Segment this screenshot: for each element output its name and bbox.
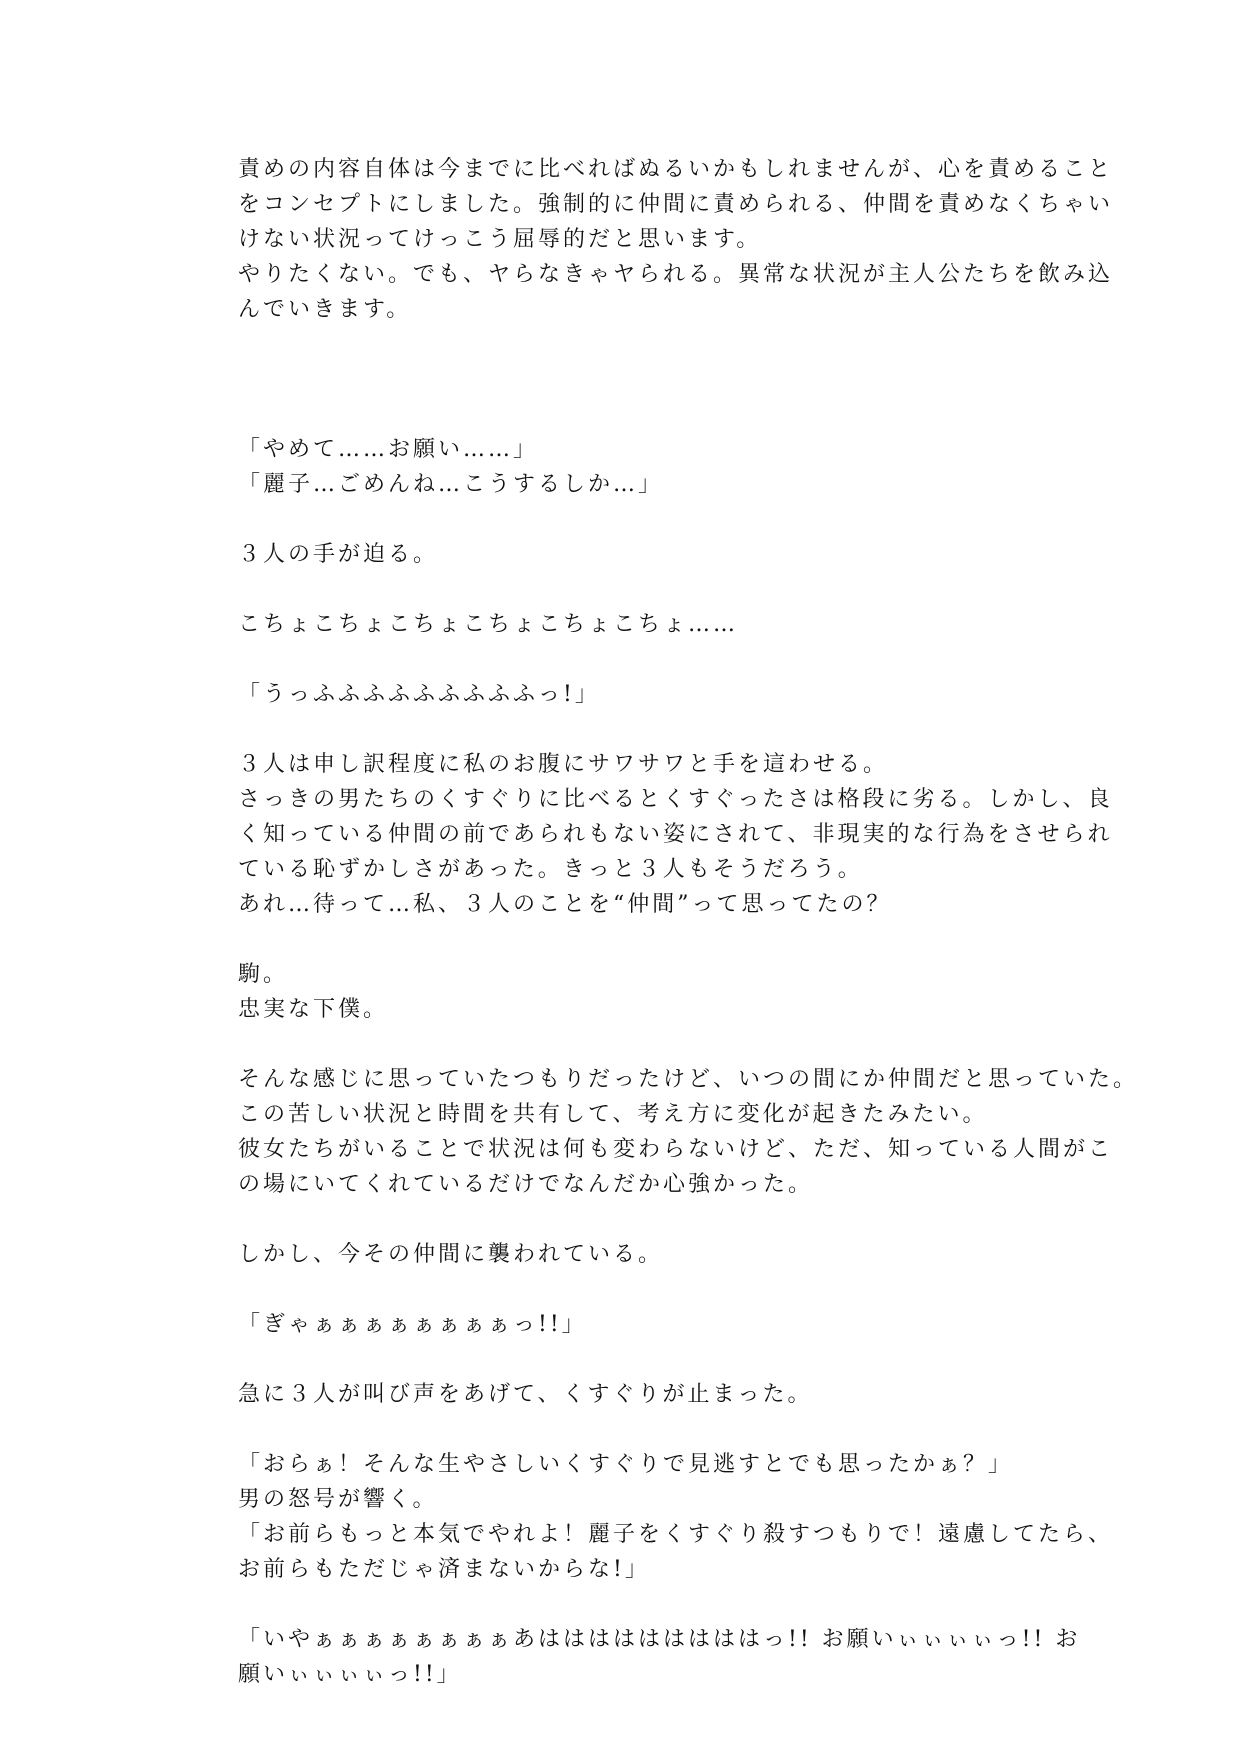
text-line: 願いぃぃぃぃっ!!」 [238,1662,462,1687]
paragraph [238,1062,1139,1202]
paragraph [238,747,1113,922]
paragraph [238,1237,1018,1272]
paragraph [238,1377,1018,1412]
blank-line [238,712,1018,747]
text-line: ３人は申し訳程度に私のお腹にサワサワと手を這わせる。 [238,752,889,777]
text-line: 「麗子…ごめんね…こうするしか…」 [238,472,664,497]
blank-line [238,1027,1018,1062]
blank-line [238,1202,1018,1237]
text-line: く知っている仲間の前であられもない姿にされて、非現実的な行為をさせられ [238,822,1113,847]
text-line: の場にいてくれているだけでなんだか心強かった。 [238,1172,814,1197]
text-line: お前らもただじゃ済まないからな!」 [238,1557,650,1582]
text-line: 「やめて……お願い……」 [238,437,539,462]
text-line: しかし、今その仲間に襲われている。 [238,1242,664,1267]
text-line: をコンセプトにしました。強制的に仲間に責められる、仲間を責めなくちゃい [238,192,1114,217]
document-body [238,152,1139,1692]
blank-line [238,362,1018,397]
text-line: やりたくない。でも、ヤらなきゃヤられる。異常な状況が主人公たちを飲み込 [238,262,1114,287]
paragraph-dialogue [238,1622,1081,1692]
blank-line [238,502,1018,537]
paragraph [238,607,1018,642]
blank-line [238,327,1018,362]
text-line: 「ぎゃぁぁぁぁぁぁぁぁっ!!」 [238,1312,587,1337]
text-line: んでいきます。 [238,297,412,322]
text-line: 「いやぁぁぁぁぁぁぁぁあはははははははははっ!! お願いぃぃぃぃっ!! お [238,1627,1081,1652]
paragraph-dialogue [238,1307,1018,1342]
text-line: 男の怒号が響く。 [238,1487,438,1512]
paragraph-afterword [238,152,1114,327]
text-line: 「うっふふふふふふふふふっ!」 [238,682,600,707]
text-line: けない状況ってけっこう屈辱的だと思います。 [238,227,762,252]
paragraph-dialogue [238,1447,1114,1587]
text-line: 「おらぁ！そんな生やさしいくすぐりで見逃すとでも思ったかぁ？」 [238,1452,1014,1477]
text-line: さっきの男たちのくすぐりに比べるとくすぐったさは格段に劣る。しかし、良 [238,787,1113,812]
text-line: こちょこちょこちょこちょこちょこちょ…… [238,612,739,637]
text-line: ３人の手が迫る。 [238,542,439,567]
text-line: あれ…待って…私、３人のことを“仲間”って思ってたの？ [238,892,892,917]
paragraph [238,957,1018,1027]
text-line: そんな感じに思っていたつもりだったけど、いつの間にか仲間だと思っていた。 [238,1067,1139,1092]
paragraph-dialogue [238,677,1018,712]
blank-line [238,1587,1018,1622]
blank-line [238,1412,1018,1447]
blank-line [238,1272,1018,1307]
blank-line [238,1342,1018,1377]
paragraph [238,537,1018,572]
blank-line [238,572,1018,607]
text-line: 責めの内容自体は今までに比べればぬるいかもしれませんが、心を責めること [238,157,1114,182]
paragraph-dialogue [238,432,1018,502]
text-line: 「お前らもっと本気でやれよ！麗子をくすぐり殺すつもりで！遠慮してたら、 [238,1522,1114,1547]
text-line: ている恥ずかしさがあった。きっと３人もそうだろう。 [238,857,863,882]
text-line: 忠実な下僕。 [238,997,389,1022]
text-line: この苦しい状況と時間を共有して、考え方に変化が起きたみたい。 [238,1102,988,1127]
text-line: 急に３人が叫び声をあげて、くすぐりが止まった。 [238,1382,813,1407]
text-line: 駒。 [238,962,289,987]
blank-line [238,642,1018,677]
text-line: 彼女たちがいることで状況は何も変わらないけど、ただ、知っている人間がこ [238,1137,1114,1162]
blank-line [238,397,1018,432]
blank-line [238,922,1018,957]
